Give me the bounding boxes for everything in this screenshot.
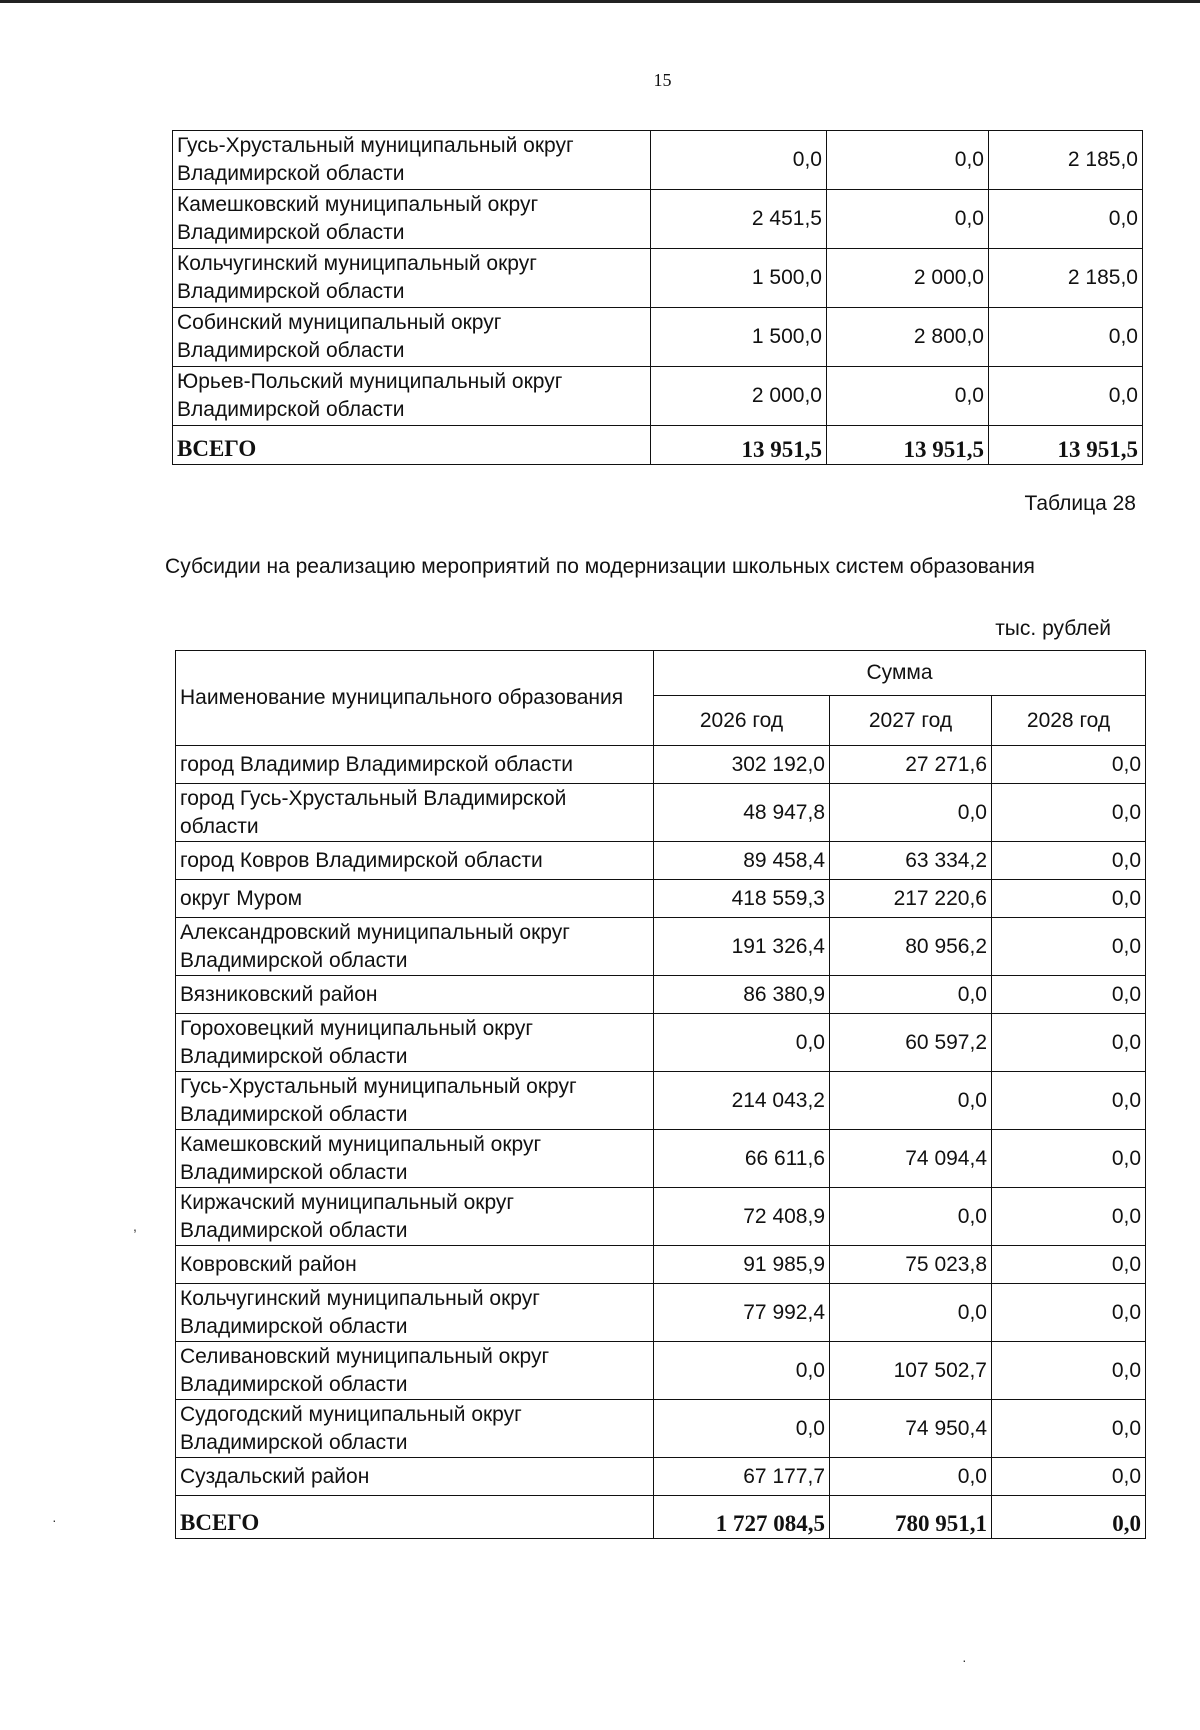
subsidies-table-body [176, 746, 1146, 1539]
table-row [176, 1246, 1146, 1284]
value-2026-cell: 214 043,2 [654, 1072, 830, 1130]
value-2027-cell: 0,0 [827, 190, 989, 249]
municipality-name-cell: Кольчугинский муниципальный округ Владимирской области [176, 1284, 654, 1342]
total-2026-cell: 13 951,5 [651, 426, 827, 465]
value-2027-cell: 2 000,0 [827, 249, 989, 308]
table-row [176, 784, 1146, 842]
value-2028-cell: 0,0 [989, 308, 1143, 367]
total-label-cell: ВСЕГО [173, 426, 651, 465]
value-2027-cell: 0,0 [830, 1458, 992, 1496]
value-2028-cell: 2 185,0 [989, 249, 1143, 308]
municipality-name-cell: округ Муром [176, 880, 654, 918]
value-2028-cell: 0,0 [992, 1284, 1146, 1342]
value-2028-cell: 0,0 [989, 190, 1143, 249]
column-header-2026: 2026 год [654, 696, 830, 746]
column-header-2028: 2028 год [992, 696, 1146, 746]
scan-speck: · [52, 1512, 57, 1528]
value-2027-cell: 0,0 [827, 367, 989, 426]
value-2028-cell: 0,0 [992, 880, 1146, 918]
page-top-border [0, 0, 1200, 3]
table-row [176, 880, 1146, 918]
table-number-label: Таблица 28 [1024, 492, 1136, 515]
value-2027-cell: 2 800,0 [827, 308, 989, 367]
value-2028-cell: 0,0 [992, 1246, 1146, 1284]
table-row [176, 1458, 1146, 1496]
value-2027-cell: 0,0 [830, 976, 992, 1014]
value-2027-cell: 0,0 [827, 131, 989, 190]
scan-speck: · [962, 1652, 967, 1668]
value-2026-cell: 302 192,0 [654, 746, 830, 784]
table-row [176, 1014, 1146, 1072]
table-row [173, 367, 1143, 426]
value-2028-cell: 0,0 [992, 1014, 1146, 1072]
table-row [176, 1130, 1146, 1188]
total-2028-cell: 13 951,5 [989, 426, 1143, 465]
value-2028-cell: 0,0 [992, 976, 1146, 1014]
value-2028-cell: 0,0 [992, 918, 1146, 976]
table-row [173, 190, 1143, 249]
table-row [176, 918, 1146, 976]
municipality-name-cell: Юрьев-Польский муниципальный округ Владимирской области [173, 367, 651, 426]
table-header-row [176, 651, 1146, 696]
value-2026-cell: 91 985,9 [654, 1246, 830, 1284]
table-row [173, 131, 1143, 190]
value-2028-cell: 0,0 [992, 1072, 1146, 1130]
value-2028-cell: 0,0 [992, 1458, 1146, 1496]
value-2028-cell: 0,0 [992, 1130, 1146, 1188]
municipality-name-cell: Гороховецкий муниципальный округ Владимирской области [176, 1014, 654, 1072]
value-2027-cell: 63 334,2 [830, 842, 992, 880]
column-header-name: Наименование муниципального образования [176, 651, 654, 746]
scan-speck: , [133, 1218, 137, 1234]
value-2027-cell: 0,0 [830, 1284, 992, 1342]
total-2026-cell: 1 727 084,5 [654, 1496, 830, 1539]
value-2026-cell: 67 177,7 [654, 1458, 830, 1496]
value-2027-cell: 74 094,4 [830, 1130, 992, 1188]
value-2026-cell: 86 380,9 [654, 976, 830, 1014]
municipality-name-cell: Суздальский район [176, 1458, 654, 1496]
value-2027-cell: 80 956,2 [830, 918, 992, 976]
municipality-name-cell: Гусь-Хрустальный муниципальный округ Владимирской области [173, 131, 651, 190]
table-title: Субсидии на реализацию мероприятий по модернизации школьных систем образования [165, 555, 1035, 578]
funding-table-continued [172, 130, 1143, 465]
value-2027-cell: 217 220,6 [830, 880, 992, 918]
value-2026-cell: 2 000,0 [651, 367, 827, 426]
table-row [176, 1400, 1146, 1458]
funding-table-continued-body [173, 131, 1143, 465]
value-2026-cell: 2 451,5 [651, 190, 827, 249]
value-2026-cell: 77 992,4 [654, 1284, 830, 1342]
table-row [176, 746, 1146, 784]
total-2027-cell: 13 951,5 [827, 426, 989, 465]
value-2028-cell: 0,0 [992, 1342, 1146, 1400]
value-2026-cell: 0,0 [651, 131, 827, 190]
column-header-2027: 2027 год [830, 696, 992, 746]
value-2027-cell: 0,0 [830, 1072, 992, 1130]
total-label-cell: ВСЕГО [176, 1496, 654, 1539]
municipality-name-cell: Вязниковский район [176, 976, 654, 1014]
municipality-name-cell: город Ковров Владимирской области [176, 842, 654, 880]
value-2027-cell: 75 023,8 [830, 1246, 992, 1284]
value-2026-cell: 0,0 [654, 1342, 830, 1400]
municipality-name-cell: Камешковский муниципальный округ Владимирской области [176, 1130, 654, 1188]
page-number: 15 [653, 70, 672, 90]
table-row [176, 1188, 1146, 1246]
value-2026-cell: 1 500,0 [651, 249, 827, 308]
value-2026-cell: 0,0 [654, 1014, 830, 1072]
municipality-name-cell: город Гусь-Хрустальный Владимирской области [176, 784, 654, 842]
table-row [173, 249, 1143, 308]
municipality-name-cell: Гусь-Хрустальный муниципальный округ Владимирской области [176, 1072, 654, 1130]
table-row [176, 1342, 1146, 1400]
value-2028-cell: 0,0 [992, 746, 1146, 784]
municipality-name-cell: Камешковский муниципальный округ Владимирской области [173, 190, 651, 249]
municipality-name-cell: Киржачский муниципальный округ Владимирской области [176, 1188, 654, 1246]
total-2028-cell: 0,0 [992, 1496, 1146, 1539]
value-2028-cell: 2 185,0 [989, 131, 1143, 190]
table-row [176, 976, 1146, 1014]
value-2026-cell: 191 326,4 [654, 918, 830, 976]
value-2026-cell: 0,0 [654, 1400, 830, 1458]
units-label: тыс. рублей [995, 617, 1111, 640]
value-2027-cell: 60 597,2 [830, 1014, 992, 1072]
municipality-name-cell: Селивановский муниципальный округ Владимирской области [176, 1342, 654, 1400]
table-row [173, 308, 1143, 367]
subsidies-table [175, 650, 1146, 1539]
municipality-name-cell: Александровский муниципальный округ Владимирской области [176, 918, 654, 976]
municipality-name-cell: Кольчугинский муниципальный округ Владимирской области [173, 249, 651, 308]
municipality-name-cell: Собинский муниципальный округ Владимирской области [173, 308, 651, 367]
column-header-sum: Сумма [654, 651, 1146, 696]
total-row [176, 1496, 1146, 1539]
value-2028-cell: 0,0 [989, 367, 1143, 426]
value-2028-cell: 0,0 [992, 842, 1146, 880]
table-row [176, 1284, 1146, 1342]
municipality-name-cell: город Владимир Владимирской области [176, 746, 654, 784]
total-row [173, 426, 1143, 465]
value-2028-cell: 0,0 [992, 784, 1146, 842]
value-2027-cell: 107 502,7 [830, 1342, 992, 1400]
table-row [176, 842, 1146, 880]
table-row [176, 1072, 1146, 1130]
value-2027-cell: 27 271,6 [830, 746, 992, 784]
value-2026-cell: 72 408,9 [654, 1188, 830, 1246]
value-2026-cell: 418 559,3 [654, 880, 830, 918]
municipality-name-cell: Ковровский район [176, 1246, 654, 1284]
value-2027-cell: 0,0 [830, 1188, 992, 1246]
value-2026-cell: 1 500,0 [651, 308, 827, 367]
value-2027-cell: 74 950,4 [830, 1400, 992, 1458]
value-2028-cell: 0,0 [992, 1188, 1146, 1246]
value-2026-cell: 89 458,4 [654, 842, 830, 880]
value-2026-cell: 48 947,8 [654, 784, 830, 842]
value-2026-cell: 66 611,6 [654, 1130, 830, 1188]
municipality-name-cell: Судогодский муниципальный округ Владимирской области [176, 1400, 654, 1458]
total-2027-cell: 780 951,1 [830, 1496, 992, 1539]
value-2027-cell: 0,0 [830, 784, 992, 842]
value-2028-cell: 0,0 [992, 1400, 1146, 1458]
